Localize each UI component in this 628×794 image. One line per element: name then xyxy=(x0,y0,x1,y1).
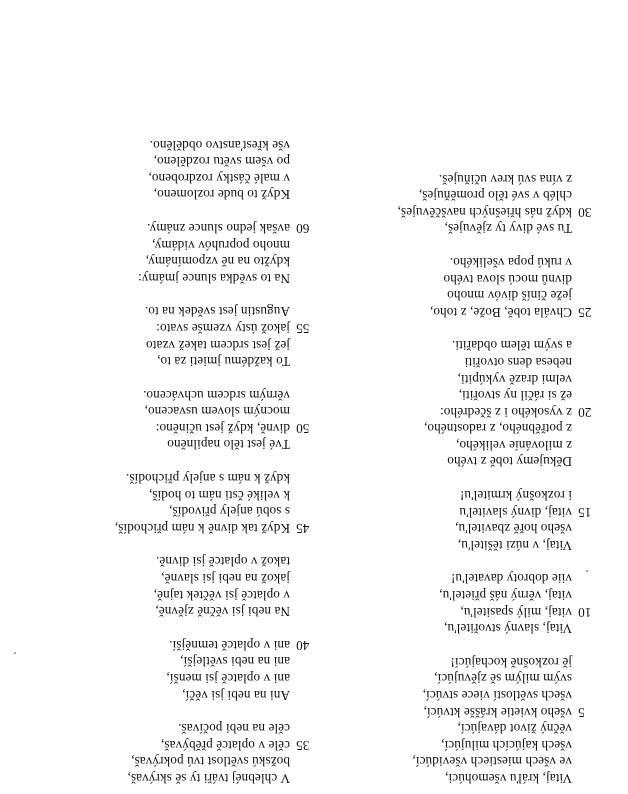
verse-text: vše křesťanstvo obdělěno. xyxy=(149,137,290,153)
verse-line xyxy=(30,736,310,753)
verse-line xyxy=(30,169,290,186)
verse-line xyxy=(30,753,290,770)
verse-text: a svým tělem obdařiti. xyxy=(451,338,572,354)
verse-line xyxy=(312,203,592,220)
verse-text: ež si ráčil ny stvořiti, xyxy=(458,388,572,404)
stanza xyxy=(30,386,310,453)
verse-text: velmi drazě vykúpiti, xyxy=(457,371,572,387)
verse-line xyxy=(30,686,290,703)
stanza xyxy=(30,470,310,536)
stanza xyxy=(30,136,290,202)
verse-text: Ani na nebi jsi věčí, xyxy=(182,687,290,703)
verse-line xyxy=(30,386,290,403)
verse-line xyxy=(30,136,290,153)
verse-text: avšak jedno slunce známy. xyxy=(147,220,290,236)
verse-line xyxy=(312,370,572,387)
line-number: 10 xyxy=(578,604,592,620)
verse-text: nebesa dens otvořiti xyxy=(464,354,572,370)
verse-text: chléb v své tělo proměňuješ, xyxy=(418,188,572,204)
verse-text: svým milým sě zjěvujúcí, xyxy=(434,671,572,687)
verse-text: Na to svědka slunce jmámy: xyxy=(137,270,290,286)
verse-line xyxy=(30,219,310,236)
verse-text: všech kajúcích milujúcí, xyxy=(441,737,572,753)
line-number: 15 xyxy=(578,504,592,520)
verse-line xyxy=(312,686,572,703)
verse-text: všeho hořě zbavitel'u, xyxy=(455,521,572,537)
verse-line xyxy=(312,436,572,453)
verse-text: cěle na nebi počívaš. xyxy=(178,721,290,737)
verse-line xyxy=(312,253,572,270)
line-number: 20 xyxy=(578,404,592,420)
stanza xyxy=(30,219,310,286)
stanza xyxy=(312,653,585,786)
stanza xyxy=(30,636,310,703)
verse-line xyxy=(312,220,572,237)
verse-text: Tu své divy ty zjěvuješ, xyxy=(444,221,572,237)
verse-text: mnoho popruhóv vidámy, xyxy=(152,237,290,253)
stanza xyxy=(30,303,310,370)
verse-line xyxy=(30,720,290,737)
verse-text: To každému jmieti za to, xyxy=(157,354,290,370)
verse-line xyxy=(30,253,290,270)
verse-text: Vitaj, kráľu všemohúci, xyxy=(445,771,572,786)
verse-text: Augustin jest svědek na to. xyxy=(144,304,290,320)
verse-text: Když tak divně k nám přichodíš, xyxy=(114,520,290,536)
verse-line xyxy=(30,403,290,420)
verse-text: Na nebi jsi věčně zjěvně, xyxy=(155,604,290,620)
stanza xyxy=(312,170,592,237)
verse-line xyxy=(312,270,572,287)
verse-line xyxy=(30,470,290,487)
stanza xyxy=(312,337,592,470)
verse-text: vitaj, věrný náš přietel'u, xyxy=(439,588,572,604)
verse-line xyxy=(312,720,572,737)
verse-line xyxy=(312,603,592,620)
verse-text: všeho kvietie krášše ktvúcí, xyxy=(423,704,572,720)
verse-line xyxy=(30,603,290,620)
line-number: 50 xyxy=(296,420,310,436)
verse-line xyxy=(30,186,290,203)
verse-line xyxy=(312,287,572,304)
verse-line xyxy=(312,570,572,587)
verse-text: jakož ústy vzemše svato: xyxy=(156,320,290,336)
verse-line xyxy=(312,620,572,637)
verse-text: kdyžto na ně vzpomínámy, xyxy=(145,254,290,270)
verse-text: věčný život dávajúcí, xyxy=(457,721,572,737)
verse-text: ani na nebi světlejší, xyxy=(180,654,290,670)
verse-text: Tvé jest tělo napilněno xyxy=(167,437,290,453)
verse-line xyxy=(312,353,572,370)
verse-text: božskú světlost tvú pokrývaš, xyxy=(131,754,290,770)
verse-text: divně, když jest učiněno: xyxy=(155,420,290,436)
verse-text: z milováníe velikého, xyxy=(456,437,572,453)
verse-line xyxy=(312,403,592,420)
verse-text: s sobú anjely přivodíš, xyxy=(169,504,290,520)
verse-text: ve všech miestiech vševidúcí, xyxy=(412,754,572,770)
verse-text: jakož na nebi jsi slavně, xyxy=(161,571,290,587)
verse-text: věrným srdcem uchváceno. xyxy=(142,387,290,403)
verse-line xyxy=(312,303,592,320)
line-number: 35 xyxy=(296,737,310,753)
verse-text: z vína svú krev učiňuješ. xyxy=(438,171,572,187)
verse-text: když nás hřiešných navščěvuješ, xyxy=(397,204,572,220)
verse-text: ani v oplatcě temnější. xyxy=(169,637,290,653)
verse-line xyxy=(312,453,572,470)
verse-line xyxy=(312,703,585,720)
verse-line xyxy=(30,486,290,503)
verse-text: i rozkošný krmitel'u! xyxy=(459,488,572,504)
verse-line xyxy=(30,636,310,653)
verse-text: viie dobroty davatel'u! xyxy=(450,571,572,587)
verse-line xyxy=(30,419,310,436)
verse-line xyxy=(30,269,290,286)
line-number: 25 xyxy=(578,304,592,320)
verse-text: všech světlostí viece stvúcí, xyxy=(422,688,572,704)
verse-line xyxy=(30,519,310,536)
verse-line xyxy=(30,669,290,686)
verse-text: Vitaj, v núzi těšitel'u, xyxy=(457,537,572,553)
line-number: 60 xyxy=(296,220,310,236)
stanza xyxy=(312,570,592,637)
line-number: 55 xyxy=(296,320,310,336)
verse-text: Chvála tobě, Bože, z toho, xyxy=(429,304,572,320)
line-number: 30 xyxy=(578,204,592,220)
verse-text: vitaj, milý spasitel'u, xyxy=(460,604,572,620)
line-number: 5 xyxy=(578,704,585,720)
verse-text: v oplatcě jsi věčtek tajně, xyxy=(153,587,290,603)
verse-line xyxy=(312,170,572,187)
stanza xyxy=(30,720,310,786)
verse-line xyxy=(30,236,290,253)
verse-line xyxy=(30,353,290,370)
verse-text: Vitaj, slavný stvořitel'u, xyxy=(444,621,572,637)
verse-text: jež jest srdcem takež vzato xyxy=(145,337,290,353)
verse-text: když k nám s anjely přichodíš. xyxy=(125,471,290,487)
verse-line xyxy=(30,553,290,570)
stanza xyxy=(30,553,290,619)
verse-text: jě rozkošně kochajúcí! xyxy=(450,654,572,670)
verse-text: z vysokého i z ščedrého: xyxy=(439,404,572,420)
verse-line xyxy=(312,337,572,354)
stanza xyxy=(312,487,592,553)
verse-line xyxy=(312,670,572,687)
verse-line xyxy=(30,319,310,336)
verse-text: ježe činíš divóv mnoho xyxy=(447,288,572,304)
verse-text: ani v oplatcě jsi menší, xyxy=(166,671,290,687)
verse-line xyxy=(30,153,290,170)
verse-line xyxy=(312,487,572,504)
verse-line xyxy=(312,736,572,753)
verse-line xyxy=(312,503,592,520)
verse-text: Když to bude rozlomeno, xyxy=(153,187,290,203)
verse-text: cěle v oplatcě přěbývaš, xyxy=(160,737,290,753)
verse-line xyxy=(30,769,290,786)
verse-text: vitaj, divný slavitel'u xyxy=(459,504,572,520)
verse-text: takož v oplatcě jsi divně. xyxy=(155,554,290,570)
paper-speck xyxy=(14,652,16,654)
verse-text: V chlebnéj tváři ty sě skrývaš, xyxy=(127,771,290,786)
verse-line xyxy=(30,336,290,353)
verse-line xyxy=(312,187,572,204)
verse-line xyxy=(312,753,572,770)
verse-line xyxy=(30,436,290,453)
verse-text: z potřěbného, z radostného, xyxy=(423,421,572,437)
verse-line xyxy=(30,303,290,320)
verse-text: Děkujemy tobě z tvého xyxy=(447,454,572,470)
paper-speck xyxy=(586,570,588,572)
verse-line xyxy=(30,653,290,670)
poem-column-left xyxy=(312,153,592,786)
verse-text: k veliké čsti nám to hodíš, xyxy=(148,487,290,503)
verse-line xyxy=(30,569,290,586)
verse-text: v rukú popa všelikého. xyxy=(449,254,572,270)
poem-column-right xyxy=(30,119,310,786)
verse-line xyxy=(30,503,290,520)
verse-text: divnů mocú slova tvého xyxy=(443,271,572,287)
verse-line xyxy=(312,387,572,404)
verse-line xyxy=(312,769,572,786)
verse-line xyxy=(312,420,572,437)
verse-line xyxy=(30,586,290,603)
verse-line xyxy=(312,653,572,670)
verse-text: mocným slovem usvaceno, xyxy=(144,404,290,420)
line-number: 45 xyxy=(296,520,310,536)
verse-line xyxy=(312,536,572,553)
verse-line xyxy=(312,520,572,537)
line-number: 40 xyxy=(296,637,310,653)
verse-text: v malé částky rozdrobeno, xyxy=(148,170,290,186)
verse-text: po všem světu rozděleno, xyxy=(153,154,290,170)
verse-line xyxy=(312,586,572,603)
stanza xyxy=(312,253,592,320)
